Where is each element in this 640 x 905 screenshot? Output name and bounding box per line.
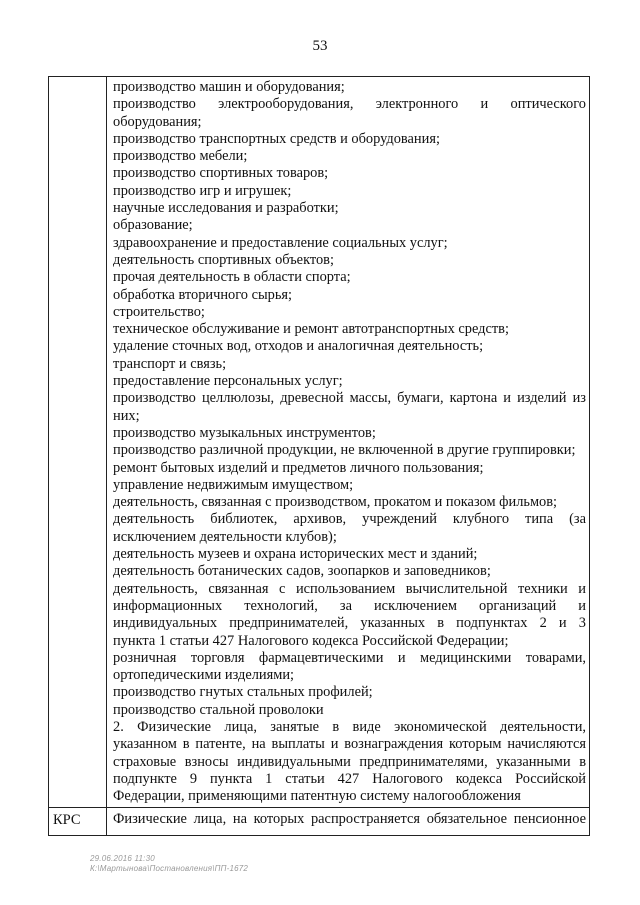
text-line: производство игр и игрушек; (113, 182, 292, 199)
text-line: подпункте 9 пункта 1 статьи 427 Налогового кодекса Российской (113, 770, 586, 787)
text-line: научные исследования и разработки; (113, 200, 339, 217)
text-line: строительство; (113, 303, 205, 320)
text-line: прочая деятельность в области спорта; (113, 269, 351, 286)
text-line: информационных технологий, за исключением организаций и (113, 597, 586, 614)
text-line: удаление сточных вод, отходов и аналогичная деятельность; (113, 338, 484, 355)
text-line: деятельность, связанная с использованием вычислительной техники и (113, 580, 586, 597)
page-number: 53 (312, 38, 328, 54)
text-line: предоставление персональных услуг; (113, 373, 343, 390)
payer-category-cell (107, 808, 590, 836)
text-line: техническое обслуживание и ремонт автотранспортных средств; (113, 321, 509, 338)
text-line: производство электрооборудования, электронного и оптического (113, 96, 586, 113)
tariff-table (48, 76, 590, 836)
text-line: управление недвижимым имуществом; (113, 476, 354, 493)
table-body (49, 77, 590, 836)
text-line: здравоохранение и предоставление социальных услуг; (113, 234, 448, 251)
text-line: них; (113, 407, 140, 424)
text-line: деятельность ботанических садов, зоопарков и заповедников; (113, 563, 491, 580)
text-line: обработка вторичного сырья; (113, 286, 293, 303)
text-line: розничная торговля фармацевтическими и медицинскими товарами, (113, 649, 586, 666)
text-line: образование; (113, 217, 193, 234)
text-line: ремонт бытовых изделий и предметов личного пользования; (113, 459, 484, 476)
text-line: Физические лица, на которых распространяется обязательное пенсионное (113, 811, 586, 828)
table-row (49, 808, 590, 836)
text-line: деятельность библиотек, архивов, учреждений клубного типа (за (113, 511, 586, 528)
text-line: производство различной продукции, не включенной в другие группировки; (113, 442, 576, 459)
text-line: пункта 1 статьи 427 Налогового кодекса Российской Федерации; (113, 632, 509, 649)
text-line: указанном в патенте, на выплаты и вознаграждения которым начисляются (113, 736, 586, 753)
text-line: страховые взносы индивидуальными предпринимателями, указанными в (113, 753, 586, 770)
text-line: деятельность спортивных объектов; (113, 251, 334, 268)
text-line: 2. Физические лица, занятые в виде экономической деятельности, (113, 718, 586, 735)
text-line: транспорт и связь; (113, 355, 227, 372)
text-line: ортопедическими изделиями; (113, 667, 295, 684)
text-line: производство машин и оборудования; (113, 79, 345, 95)
footer-file-stamp (90, 854, 248, 874)
text-line: оборудования; (113, 113, 202, 130)
footer-stamp-date: 29.06.2016 11:30 (90, 854, 155, 863)
text-line: деятельность, связанная с производством, прокатом и показом фильмов; (113, 494, 558, 511)
text-line: исключением деятельности клубов); (113, 528, 337, 545)
text-line: Федерации, применяющими патентную систему налогообложения (113, 788, 521, 805)
text-line: индивидуальных предпринимателей, указанных в подпунктах 2 и 3 (113, 615, 586, 632)
text-line: производство стальной проволоки (113, 701, 324, 718)
footer-stamp-path: К:\Мартынова\Постановления\ПП-1672 (90, 864, 249, 873)
text-line: производство транспортных средств и оборудования; (113, 130, 440, 147)
text-line: деятельность музеев и охрана исторических мест и зданий; (113, 546, 478, 563)
tariff-code-cell (49, 77, 107, 808)
table-row (49, 77, 590, 808)
text-line: производство целлюлозы, древесной массы, бумаги, картона и изделий из (113, 390, 586, 407)
text-line: производство спортивных товаров; (113, 165, 329, 182)
text-line: производство мебели; (113, 148, 248, 165)
tariff-code-cell: КРС (49, 808, 107, 836)
text-line: производство музыкальных инструментов; (113, 424, 376, 441)
text-line: производство гнутых стальных профилей; (113, 684, 373, 701)
payer-category-cell (107, 77, 590, 808)
